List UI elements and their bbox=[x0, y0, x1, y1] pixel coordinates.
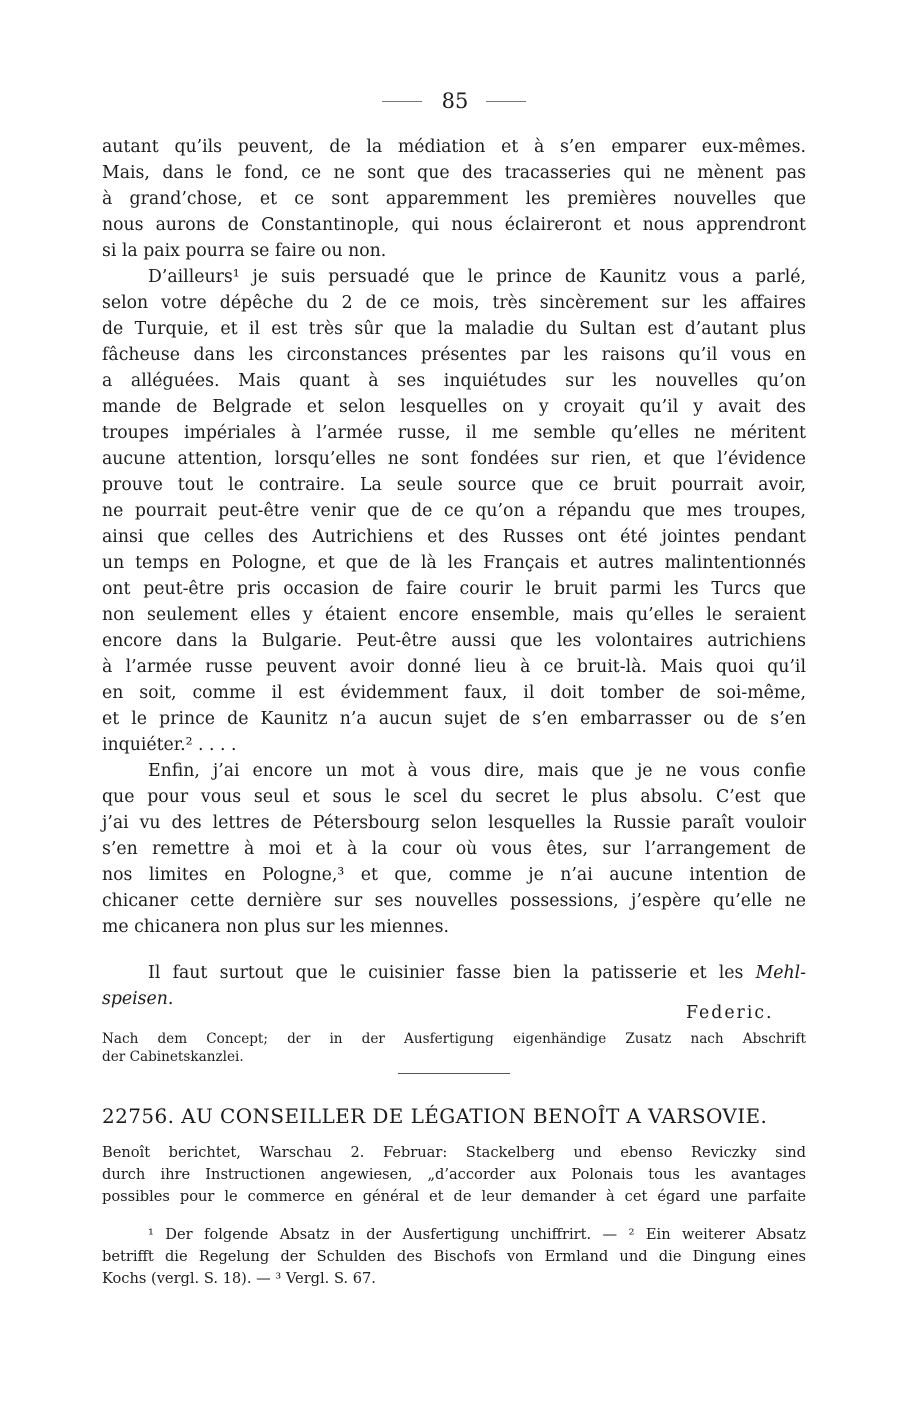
header-rule-right bbox=[486, 101, 526, 102]
note-line: Nach dem Concept; der in der Ausfertigung eigenhändige Zusatz nach Abschrift bbox=[102, 1031, 806, 1047]
text-line: aucune attention, lorsqu’elles ne sont fondées sur rien, et que l’évidence bbox=[102, 449, 806, 469]
summary-line: durch ihre Instructionen angewiesen, „d’accorder aux Polonais tous les avantages bbox=[102, 1166, 806, 1183]
text-line: nos limites en Pologne,³ et que, comme je n’ai aucune intention de bbox=[102, 865, 806, 885]
text-line: et le prince de Kaunitz n’a aucun sujet de s’en embarrasser ou de s’en bbox=[102, 709, 806, 729]
text-line: ne pourrait peut-être venir que de ce qu’on a répandu que mes troupes, bbox=[102, 501, 806, 521]
text-line: en soit, comme il est évidemment faux, il doit tomber de soi-même, bbox=[102, 683, 806, 703]
header-rule-left bbox=[382, 101, 422, 102]
text-line: j’ai vu des lettres de Pétersbourg selon lesquelles la Russie paraît vouloir bbox=[102, 813, 806, 833]
postscript-line bbox=[148, 960, 806, 986]
postscript-italic: speisen. bbox=[102, 989, 174, 1009]
text-line: encore dans la Bulgarie. Peut-être aussi que les volontaires autrichiens bbox=[102, 631, 806, 651]
postscript-italic: Mehl- bbox=[755, 963, 806, 983]
footnote-line: ¹ Der folgende Absatz in der Ausfertigung unchiffrirt. — ² Ein weiterer Absatz bbox=[148, 1226, 806, 1243]
text-line: selon votre dépêche du 2 de ce mois, très sincèrement sur les affaires bbox=[102, 293, 806, 313]
text-line: à l’armée russe peuvent avoir donné lieu à ce bruit-là. Mais quoi qu’il bbox=[102, 657, 806, 677]
note-line: der Cabinetskanzlei. bbox=[102, 1049, 244, 1065]
text-line: chicaner cette dernière sur ses nouvelles possessions, j’espère qu’elle ne bbox=[102, 891, 806, 911]
text-line: fâcheuse dans les circonstances présentes par les raisons qu’il vous en bbox=[102, 345, 806, 365]
text-line: autant qu’ils peuvent, de la médiation et à s’en emparer eux-mêmes. bbox=[102, 137, 806, 157]
footnote-line: Kochs (vergl. S. 18). — ³ Vergl. S. 67. bbox=[102, 1270, 376, 1287]
text-line: à grand’chose, et ce sont apparemment les premières nouvelles que bbox=[102, 189, 806, 209]
page-header bbox=[0, 86, 900, 116]
text-line: inquiéter.² . . . . bbox=[102, 735, 237, 755]
text-line: Mais, dans le fond, ce ne sont que des tracasseries qui ne mènent pas bbox=[102, 163, 806, 183]
text-line: ainsi que celles des Autrichiens et des Russes ont été jointes pendant bbox=[102, 527, 806, 547]
text-line: D’ailleurs¹ je suis persuadé que le prince de Kaunitz vous a parlé, bbox=[148, 267, 806, 287]
text-line: que pour vous seul et sous le scel du secret le plus absolu. C’est que bbox=[102, 787, 806, 807]
text-line: s’en remettre à moi et à la cour où vous êtes, sur l’arrangement de bbox=[102, 839, 806, 859]
summary-line: Benoît berichtet, Warschau 2. Februar: Stackelberg und ebenso Reviczky sind bbox=[102, 1144, 806, 1161]
section-title: 22756. AU CONSEILLER DE LÉGATION BENOÎT A VARSOVIE. bbox=[102, 1104, 768, 1128]
text-line: nous aurons de Constantinople, qui nous éclaireront et nous apprendront bbox=[102, 215, 806, 235]
text-line: de Turquie, et il est très sûr que la maladie du Sultan est d’autant plus bbox=[102, 319, 806, 339]
text-line: si la paix pourra se faire ou non. bbox=[102, 241, 387, 261]
text-line: un temps en Pologne, et que de là les Français et autres malintentionnés bbox=[102, 553, 806, 573]
separator-rule bbox=[398, 1073, 510, 1074]
text-line: Enfin, j’ai encore un mot à vous dire, mais que je ne vous confie bbox=[148, 761, 806, 781]
text-line: ont peut-être pris occasion de faire courir le bruit parmi les Turcs que bbox=[102, 579, 806, 599]
text-line: non seulement elles y étaient encore ensemble, mais qu’elles le seraient bbox=[102, 605, 806, 625]
text-line: prouve tout le contraire. La seule source que ce bruit pourrait avoir, bbox=[102, 475, 806, 495]
text-line: troupes impériales à l’armée russe, il me semble qu’elles ne méritent bbox=[102, 423, 806, 443]
text-line: mande de Belgrade et selon lesquelles on y croyait qu’il y avait des bbox=[102, 397, 806, 417]
text-line: me chicanera non plus sur les miennes. bbox=[102, 917, 449, 937]
text-line: a alléguées. Mais quant à ses inquiétudes sur les nouvelles qu’on bbox=[102, 371, 806, 391]
postscript-text: Il faut surtout que le cuisinier fasse bien la patisserie et les bbox=[148, 963, 756, 983]
summary-line: possibles pour le commerce en général et de leur demander à cet égard une parfaite bbox=[102, 1188, 806, 1205]
signature: Federic. bbox=[686, 1003, 774, 1023]
footnote-line: betrifft die Regelung der Schulden des Bischofs von Ermland und die Dingung eines bbox=[102, 1248, 806, 1265]
page-number: 85 bbox=[441, 89, 469, 113]
